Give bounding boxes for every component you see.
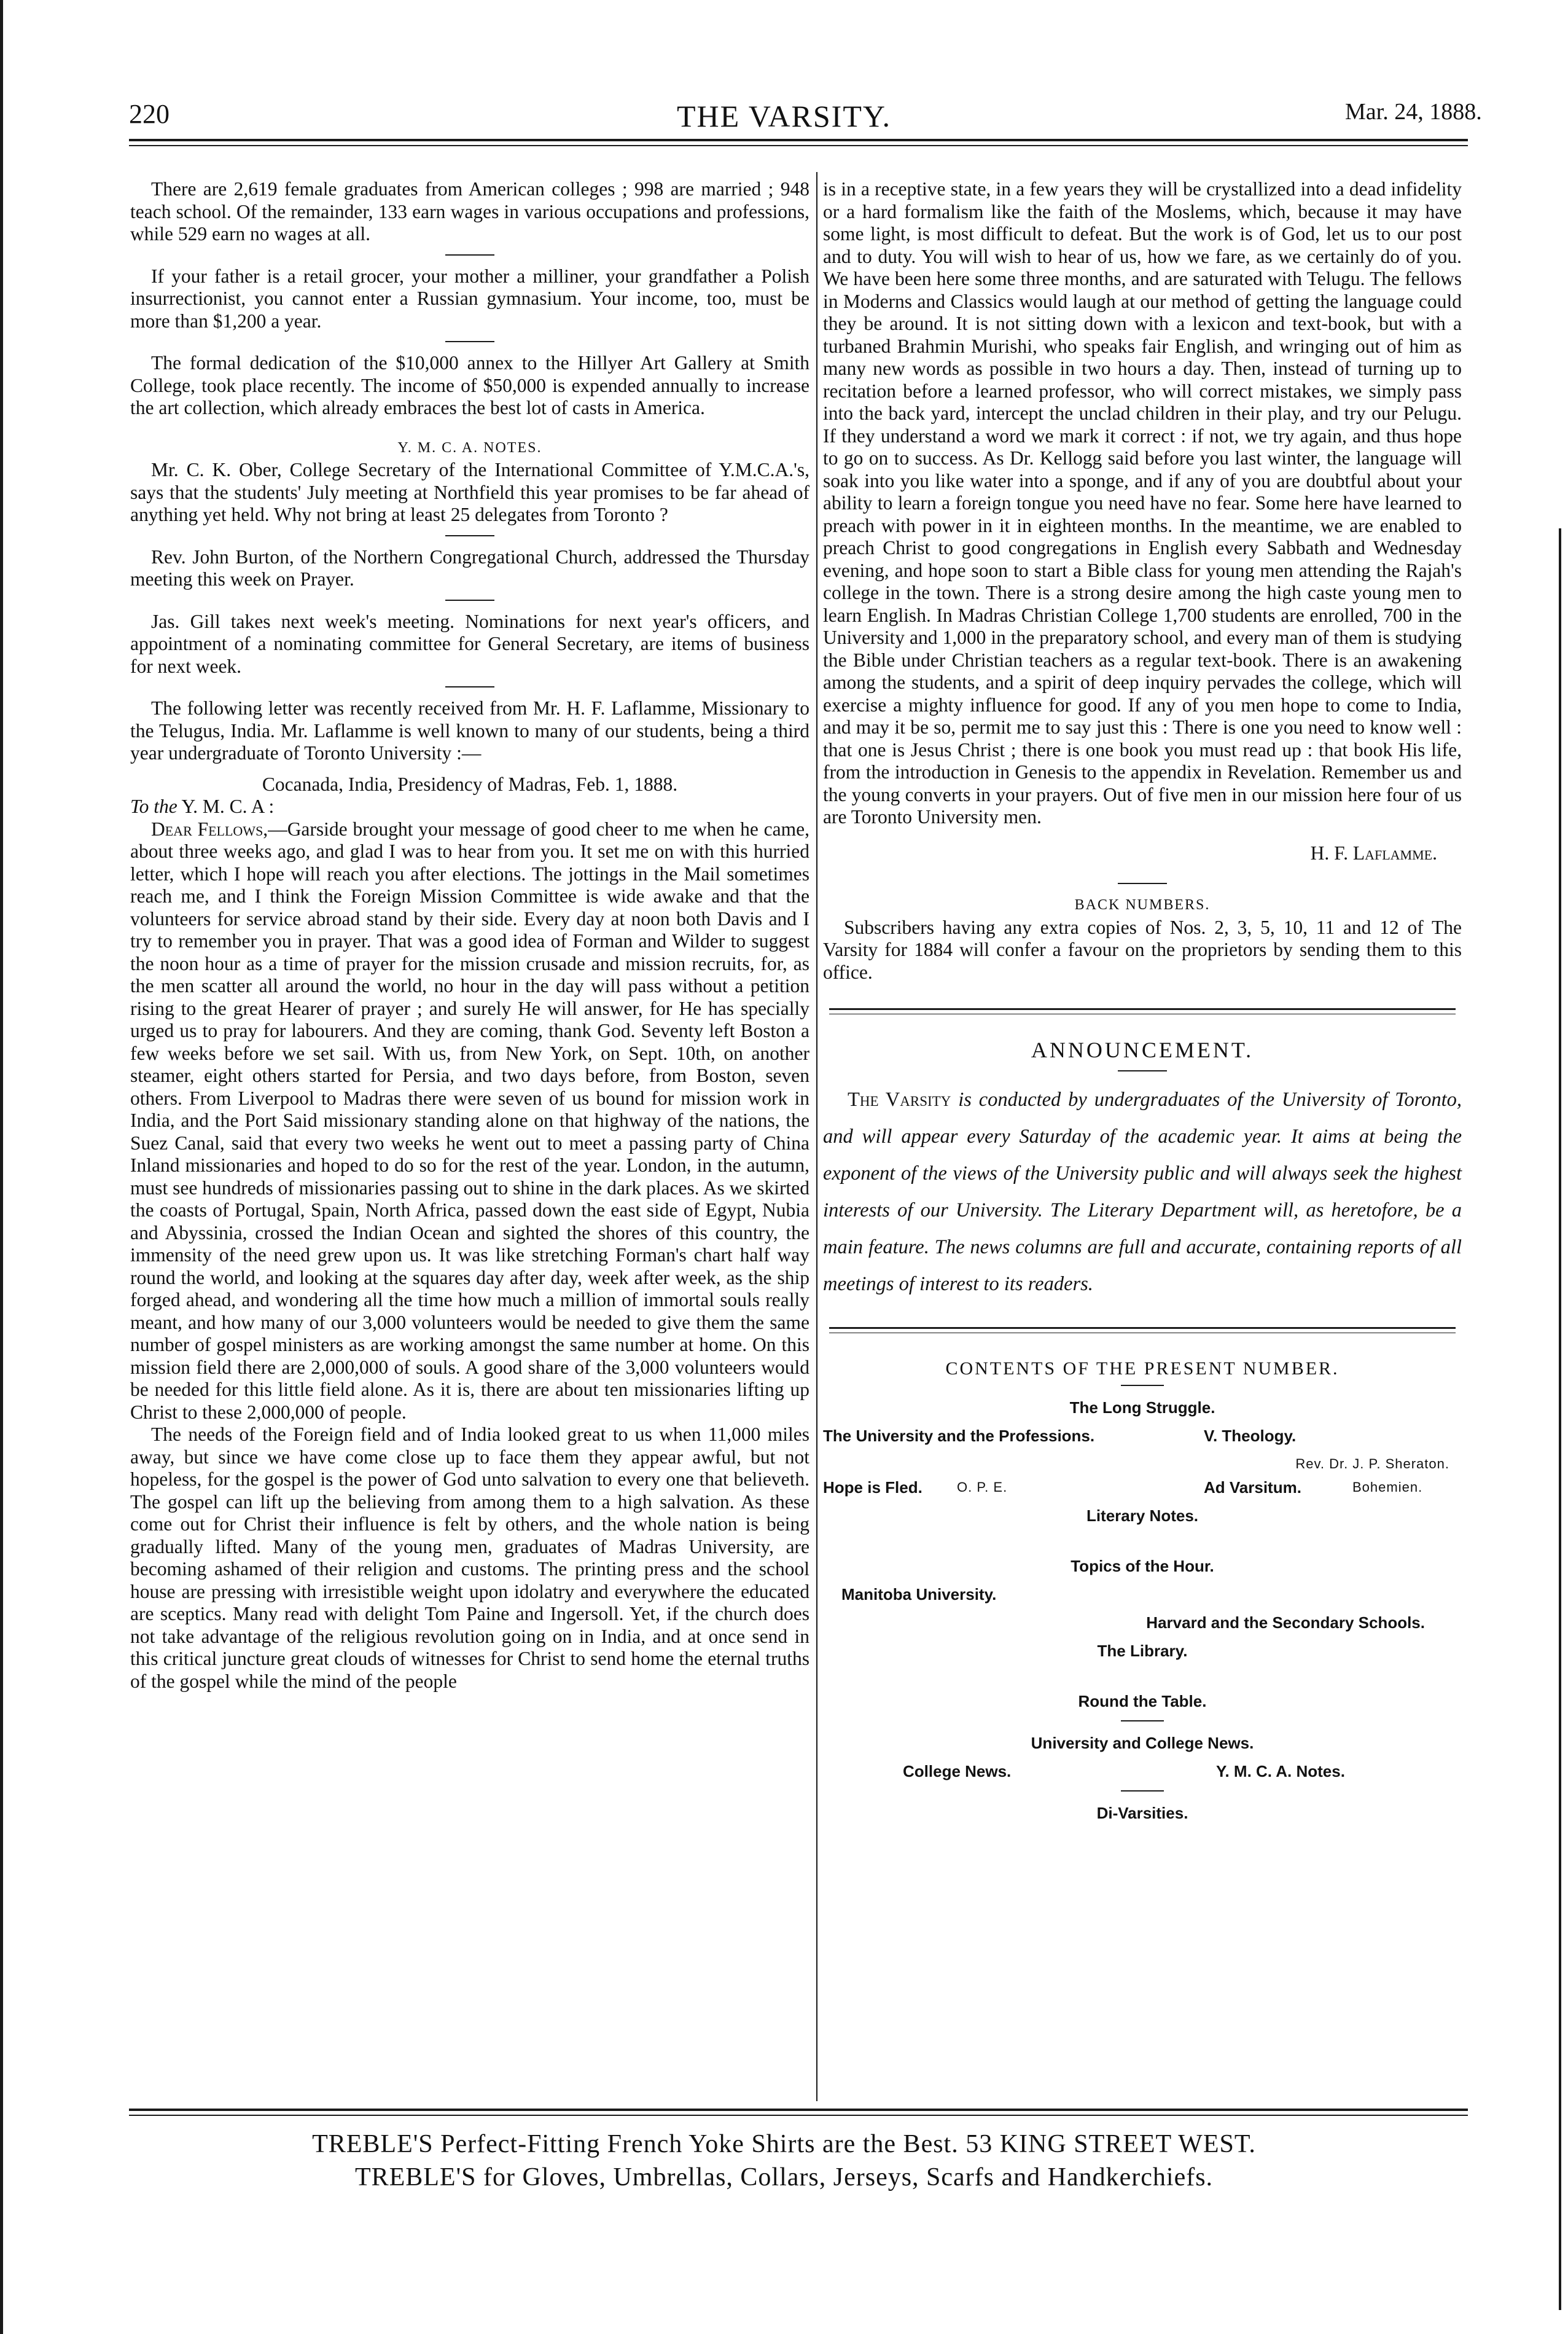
letter-paragraph-1-text: —Garside brought your message of good cheer to me when he came, about three weeks ago, and glad I was to hear from you. It set me on with this hurried letter, which I hope will reach you after elections. The jottings in the Mail sometimes reach me, and I think the Foreign Mission Committee is wide awake and that the volunteers for service abroad stand by their side. Every day at noon both Davis and I try to remember you in prayer. That was a good idea of Forman and Wilder to suggest the noon hour as a time of prayer for the mission crusade and mission recruits, for, as the men scatter all around the world, no hour in the day will pass without a petition rising to the great Hearer of prayer ; and surely He will answer, for He has specially urged us to pray for labourers. And they are coming, thank God. Seventy left Boston a few weeks before we set sail. With us, from New York, on Sept. 10th, on another steamer, eight others started for Persia, and two days before, from Boston, seven others. From Liverpool to Madras there were seven of us bound for mission work in India, and the Port Said missionary standing alone on that highway of the nations, the Suez Canal, said that every two weeks he went out to meet a passing party of China Inland missionaries and hoped to do so for the rest of the year. London, in the autumn, must see hundreds of missionaries passing out to shine in the dark places. As we skirted the coasts of Portugal, Spain, North Africa, passed down the east side of Egypt, Nubia and Abyssinia, crossed the Indian Ocean and sighted the shores of this country, the immensity of the need grew upon us. It was like stretching Forman's chart half way round the world, and looking at the squares day after day, week after week, as the ship forged ahead, and wondering all the time how much a million of immortal souls really meant, and how many of our 3,000 volunteers would be needed to give them the same number of gospel ministers as are working amongst the same number at home. On this mission field there are 2,000,000 of souls. A good share of the 3,000 volunteers would be needed for this little field alone. As it is, there are about ten missionaries lifting up Christ to these 2,000,000 of people.: [130, 818, 809, 1423]
advertisement-line-2: TREBLE'S for Gloves, Umbrellas, Collars, Jerseys, Scarfs and Handkerchiefs.: [354, 2163, 1214, 2191]
contents-author: Bohemien.: [1352, 1479, 1423, 1495]
footer-rule-thin: [129, 2115, 1468, 2116]
ymca-notes-heading: Y. M. C. A. NOTES.: [397, 439, 542, 456]
right-column: [823, 178, 1462, 1827]
contents-item: V. Theology.: [1204, 1427, 1297, 1445]
separator: [1118, 883, 1167, 884]
left-scan-edge: [0, 0, 3, 2334]
announcement-body: is conducted by undergraduates of the University of Toronto, and will appear every Saturday of the academic year. It aims at being the exponent of the views of the University public and will always seek the highest interests of our University. The Literary Department will, as heretofore, be a main feature. The news columns are full and accurate, containing reports of all meetings of interest to its readers.: [823, 1088, 1462, 1295]
letter-signature: H. F. Laflamme.: [1310, 842, 1437, 864]
paragraph-letter-intro: The following letter was recently received from Mr. H. F. Laflamme, Missionary to the Telugus, India. Mr. Laflamme is well known to many of our students, being a third year undergraduate of Toronto University :—: [130, 697, 809, 764]
paragraph-gill: Jas. Gill takes next week's meeting. Nominations for next year's officers, and appointment of a nominating committee for General Secretary, are items of business for next week.: [130, 610, 809, 677]
contents-item: Ad Varsitum.: [1204, 1478, 1301, 1497]
contents-row-professions: [823, 1422, 1462, 1450]
contents-item: Literary Notes.: [1086, 1506, 1199, 1525]
paragraph-hillyer-gallery: The formal dedication of the $10,000 annex to the Hillyer Art Gallery at Smith College, took place recently. The income of $50,000 is expended annually to increase the art collection, which already embraces the best lot of casts in America.: [130, 352, 809, 418]
contents-gap: [823, 1530, 1462, 1552]
separator: [1121, 1385, 1164, 1386]
contents-author: Rev. Dr. J. P. Sheraton.: [1295, 1456, 1449, 1471]
masthead-title: THE VARSITY.: [676, 99, 892, 133]
paragraph-burton: Rev. John Burton, of the Northern Congregational Church, addressed the Thursday meeting this week on Prayer.: [130, 546, 809, 590]
contents-item: Round the Table.: [1078, 1692, 1207, 1710]
separator: [445, 600, 494, 601]
left-column: [130, 178, 809, 1693]
contents-item: The Library.: [1097, 1642, 1188, 1660]
separator: [445, 686, 494, 687]
contents-gap: [823, 1665, 1462, 1687]
separator: [445, 254, 494, 256]
paragraph-russian-gymnasium: If your father is a retail grocer, your mother a milliner, your grandfather a Polish insurrectionist, you cannot enter a Russian gymnasium. Your income, too, must be more than $1,200 a year.: [130, 265, 809, 332]
footer-rule-thick: [129, 2109, 1468, 2111]
letter-salutation: [130, 796, 809, 818]
contents-row-harvard: [823, 1608, 1462, 1637]
column-divider: [816, 172, 817, 2101]
announcement-lead: The Varsity: [848, 1088, 951, 1111]
letter-continuation: is in a receptive state, in a few years they will be crystallized into a dead infidelity or a hard formalism like the faith of the Moslems, which, because it may have some light, is most difficult to defeat. But the work is of God, let us to our post and to duty. You will wish to hear of us, how we fare, as we certainly do of you. We have been here some three months, and are saturated with Telugu. The fellows in Moderns and Classics would laugh at our method of getting the language could they be around. It is not sitting down with a lexicon and text-book, but with a turbaned Brahmin Murishi, who speaks fair English, and wringing out of him as many new words as possible in two hours a day. Then, instead of turning up to recitation before a learned professor, who will correct mistakes, we simply pass into the back yard, intercept the unclad children in their play, and try our Pelugu. If they understand a word we mark it correct : if not, we try again, and thus hope to go on to success. As Dr. Kellogg said before you last winter, the language will soak into you like water into a sponge, and if any of you are doubtful about your ability to learn a foreign tongue you need have no fear. Some here have learned to preach with power in it in eighteen months. In the meantime, we are enabled to preach Christ to good congregations in English every Sabbath and Wednesday evening, and hope soon to start a Bible class for young men attending the Rajah's college in the town. There is a strong desire among the high caste young men to learn English. In Madras Christian College 1,700 students are enrolled, 700 in the University and 1,000 in the preparatory school, and every man of them is studying the Bible under Christian teachers as a regular text-book. There is an awakening among the students, and a spirit of deep inquiry pervades the college, which will exercise a mighty influence for good. If any of you men hope to come to India, and may it be so, permit me to say just this : There is one you need to know well : that one is Jesus Christ ; there is one book you must read up : that book His life, from the introduction in Genesis to the appendix in Revelation. Remember us and the young converts in your prayers. Out of five men in our mission here four of us are Toronto University men.: [823, 178, 1462, 828]
separator: [445, 535, 494, 536]
separator: [1118, 1070, 1167, 1071]
section-double-rule: [829, 1008, 1456, 1014]
contents-item: University and College News.: [1031, 1734, 1254, 1752]
header-rule-thin: [129, 145, 1468, 146]
contents-item: Topics of the Hour.: [1071, 1557, 1214, 1575]
contents-item: The University and the Professions.: [823, 1427, 1095, 1445]
paragraph-ober: Mr. C. K. Ober, College Secretary of the International Committee of Y.M.C.A.'s, says that the students' July meeting at Northfield this year promises to be far ahead of anything yet held. Why not bring at least 25 delegates from Toronto ?: [130, 459, 809, 525]
section-double-rule: [829, 1327, 1456, 1333]
salutation-rest: Y. M. C. A :: [177, 796, 275, 817]
letter-paragraph-2: The needs of the Foreign field and of India looked great to us when 11,000 miles away, but since we have come close up to face them they appear awful, but not hopeless, for the gospel is the power of God unto salvation to every one that believeth. The gospel can lift up the believing from among them to a high salvation. As these come out for Christ their influence is felt by others, and the whole nation is being gradually lifted. Many of the young men, graduates of Madras University, are becoming ashamed of their religion and customs. The printing press and the school house are pressing with irresistible weight upon idolatry and everywhere the educated are sceptics. Many read with delight Tom Paine and Ingersoll. Yet, if the church does not take advantage of the religious revolution going on in India, and at once send in this critical juncture great clouds of witnesses for Christ to send home the eternal truths of the gospel while the mind of the people: [130, 1424, 809, 1692]
back-numbers-text: Subscribers having any extra copies of Nos. 2, 3, 5, 10, 11 and 12 of The Varsity for 1884 will confer a favour on the proprietors by sending them to this office.: [823, 916, 1462, 983]
issue-date: Mar. 24, 1888.: [1345, 99, 1482, 125]
separator: [445, 341, 494, 342]
letter-opening: Dear Fellows,: [151, 818, 268, 840]
contents-row-sheraton: [823, 1450, 1462, 1473]
letter-dateline: Cocanada, India, Presidency of Madras, Feb. 1, 1888.: [262, 773, 678, 795]
announcement-text: [823, 1081, 1462, 1302]
announcement-heading: ANNOUNCEMENT.: [1031, 1038, 1254, 1062]
contents-item: Hope is Fled.: [823, 1478, 922, 1497]
header-rule-thick: [129, 139, 1468, 141]
contents-item: Y. M. C. A. Notes.: [1216, 1762, 1345, 1780]
contents-heading: CONTENTS OF THE PRESENT NUMBER.: [945, 1358, 1340, 1379]
separator: [1121, 1720, 1164, 1721]
separator: [1121, 1790, 1164, 1792]
contents-item: Harvard and the Secondary Schools.: [1146, 1613, 1425, 1632]
contents-author: O. P. E.: [957, 1479, 1008, 1495]
advertisement-line-1: TREBLE'S Perfect-Fitting French Yoke Shirts are the Best. 53 KING STREET WEST.: [312, 2130, 1256, 2158]
contents-item: College News.: [903, 1762, 1012, 1780]
contents-item: Manitoba University.: [841, 1585, 997, 1604]
contents-row-college-news: [823, 1757, 1462, 1785]
back-numbers-heading: BACK NUMBERS.: [1074, 897, 1211, 913]
contents-row-manitoba: [823, 1580, 1462, 1608]
contents-list: [823, 1393, 1462, 1827]
paragraph-female-graduates: There are 2,619 female graduates from American colleges ; 998 are married ; 948 teach school. Of the remainder, 133 earn wages in various occupations and professions, while 529 earn no wages at all.: [130, 178, 809, 245]
letter-paragraph-1: [130, 818, 809, 1424]
salutation-prefix: To the: [130, 796, 177, 817]
contents-item: Di-Varsities.: [1096, 1804, 1188, 1822]
contents-row-hope: [823, 1473, 1462, 1502]
right-scan-edge: [1559, 528, 1561, 2310]
contents-item: The Long Struggle.: [1069, 1398, 1215, 1417]
page-number: 220: [129, 99, 170, 129]
